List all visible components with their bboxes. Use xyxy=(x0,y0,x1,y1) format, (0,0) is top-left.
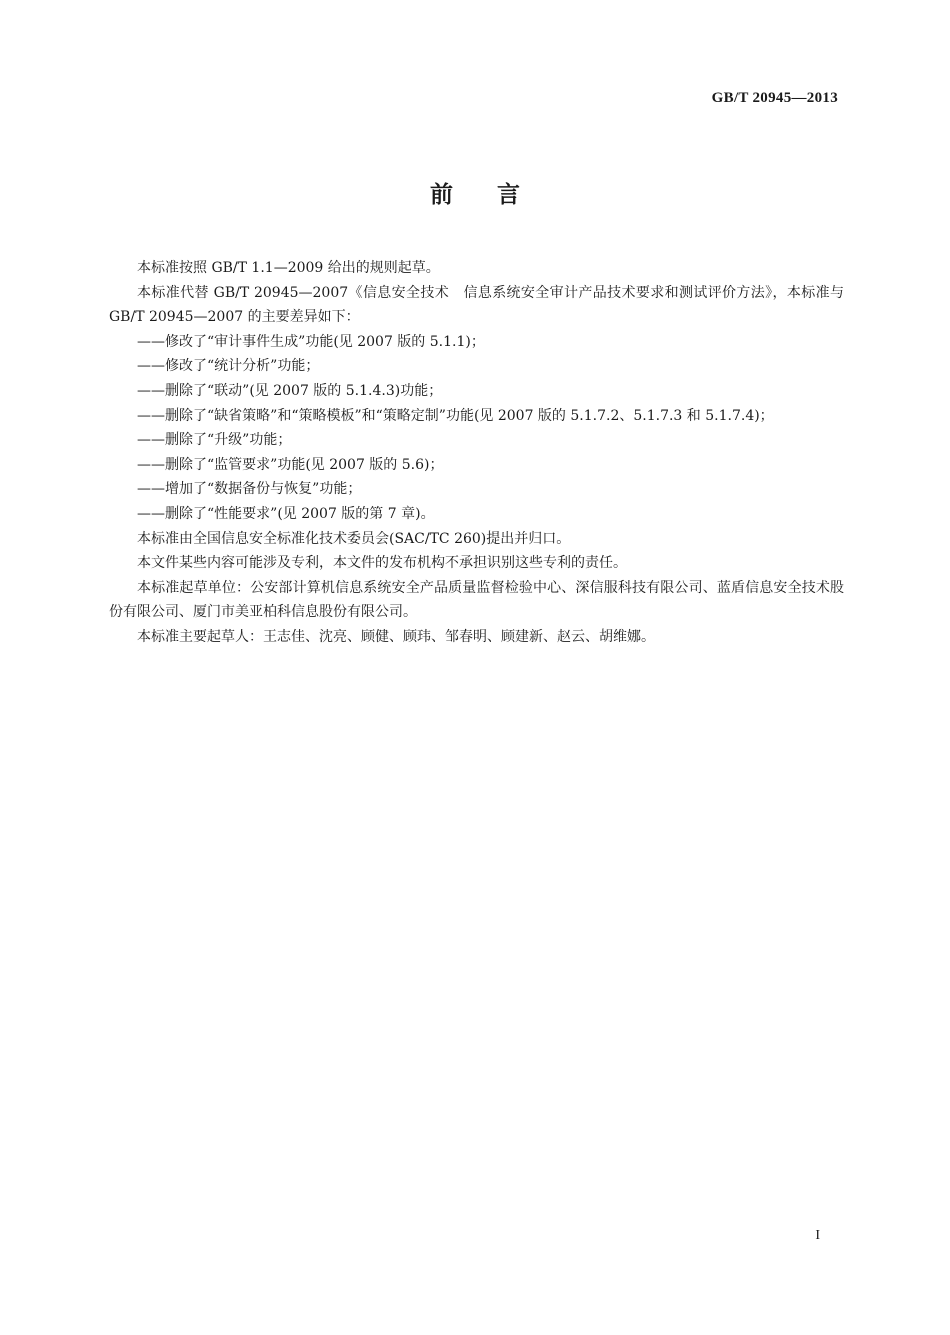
paragraph-patent-notice: 本文件某些内容可能涉及专利，本文件的发布机构不承担识别这些专利的责任。 xyxy=(137,555,627,572)
change-item: ——删除了“升级”功能； xyxy=(137,432,292,449)
change-item: ——修改了“审计事件生成”功能(见 2007 版的 5.1.1)； xyxy=(137,333,485,350)
paragraph-drafters: 本标准主要起草人：王志佳、沈亮、顾健、顾玮、邹春明、顾建新、赵云、胡维娜。 xyxy=(137,628,655,645)
change-item: ——删除了“监管要求”功能(见 2007 版的 5.6)； xyxy=(137,456,444,473)
page-number: I xyxy=(815,1228,820,1243)
change-item: ——删除了“性能要求”(见 2007 版的第 7 章)。 xyxy=(137,505,435,522)
paragraph-proposer: 本标准由全国信息安全标准化技术委员会(SAC/TC 260)提出并归口。 xyxy=(137,530,571,547)
standard-number: GB/T 20945—2013 xyxy=(711,90,838,106)
foreword-body xyxy=(109,256,844,650)
change-item: ——增加了“数据备份与恢复”功能； xyxy=(137,481,362,498)
change-item: ——删除了“缺省策略”和“策略模板”和“策略定制”功能(见 2007 版的 5.1.7.2、5.1.7.3 和 5.1.7.4)； xyxy=(137,407,774,424)
change-item: ——修改了“统计分析”功能； xyxy=(137,358,320,375)
change-item: ——删除了“联动”(见 2007 版的 5.1.4.3)功能； xyxy=(137,382,443,399)
paragraph-drafting-rules: 本标准按照 GB/T 1.1—2009 给出的规则起草。 xyxy=(137,260,440,276)
paragraph-replacement: 本标准代替 GB/T 20945—2007《信息安全技术 信息系统安全审计产品技术要求和测试评价方法》，本标准与 GB/T 20945—2007 的主要差异如下： xyxy=(109,284,844,326)
page-title: 前言 xyxy=(430,182,564,208)
paragraph-drafting-units: 本标准起草单位：公安部计算机信息系统安全产品质量监督检验中心、深信服科技有限公司、蓝盾信息安全技术股份有限公司、厦门市美亚柏科信息股份有限公司。 xyxy=(109,579,844,621)
